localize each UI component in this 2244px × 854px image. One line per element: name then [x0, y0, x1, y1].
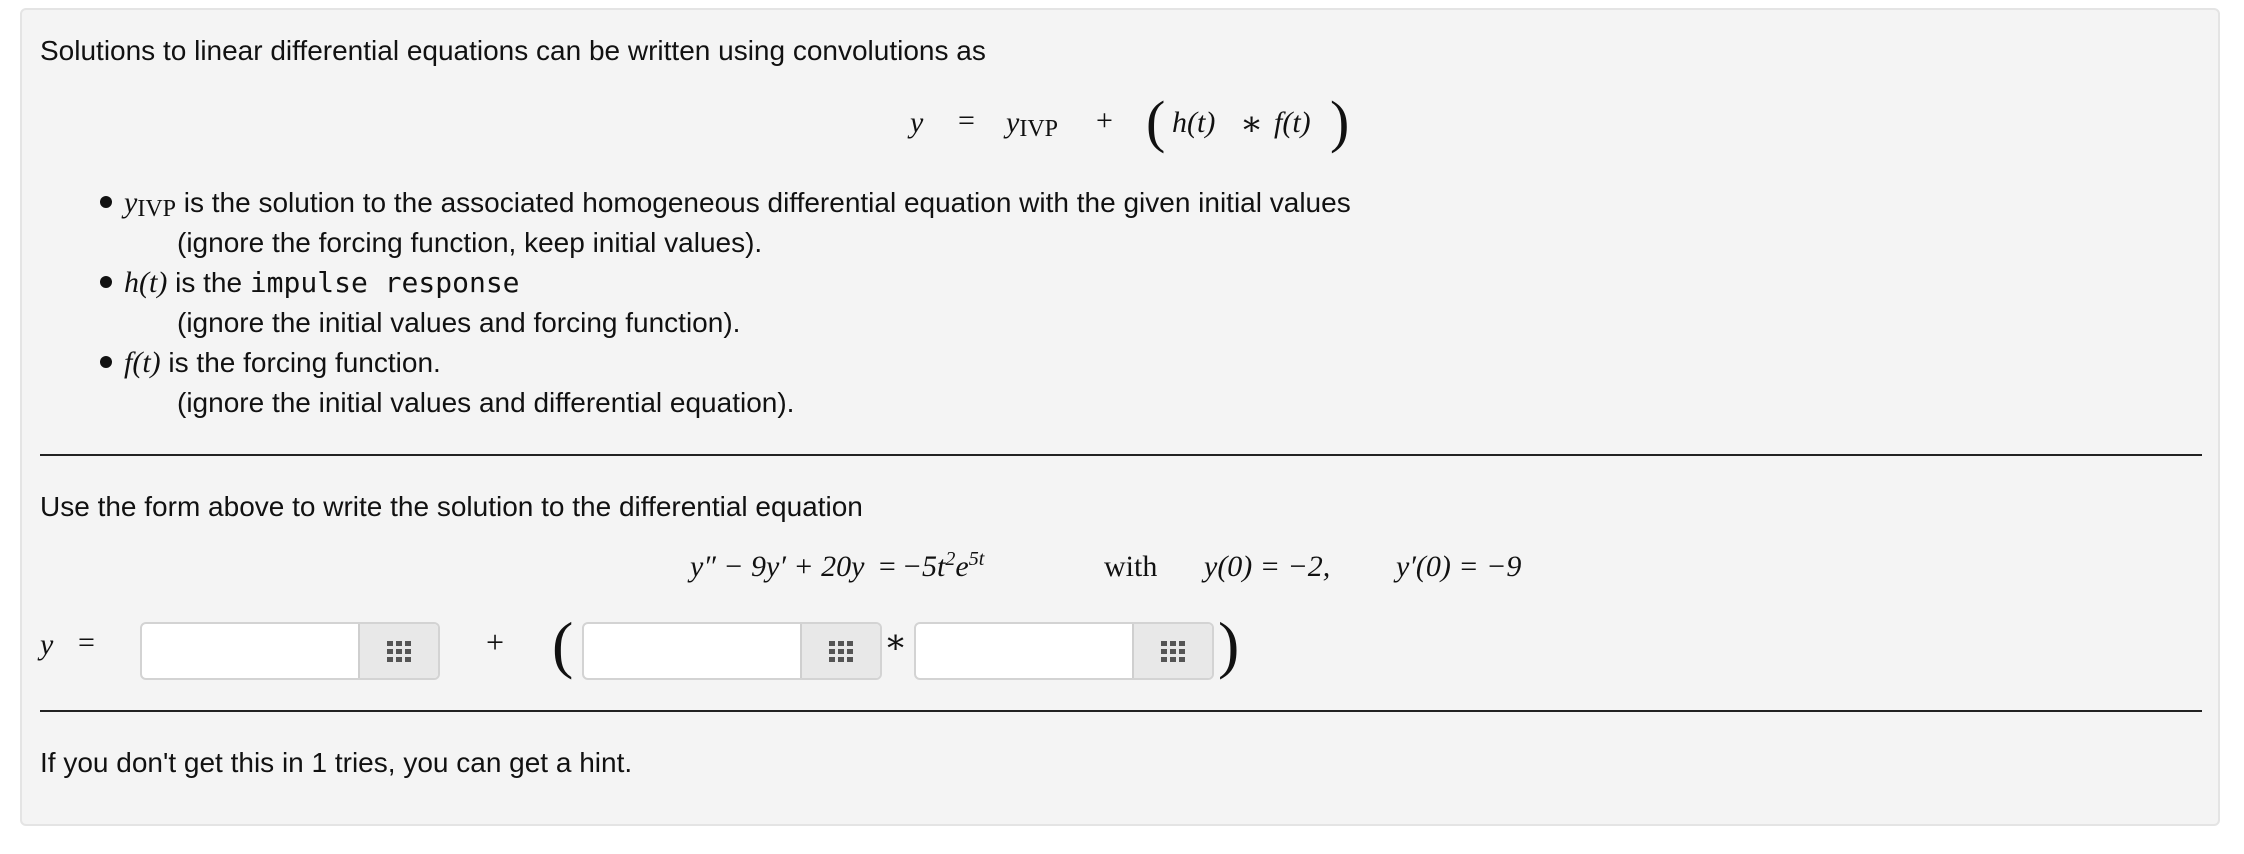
- answer-impulse-box: [582, 622, 882, 680]
- formula-f: f(t): [1274, 106, 1311, 139]
- answer-forcing-box: [914, 622, 1214, 680]
- answer-impulse-input[interactable]: [584, 624, 802, 678]
- answer-forcing-input[interactable]: [916, 624, 1134, 678]
- bullet-yivp: yIVP is the solution to the associated homogeneous differential equation with the given initial values: [100, 186, 1351, 222]
- ode-lhs: y″ − 9y′ + 20y: [690, 550, 865, 583]
- formula-star: ∗: [1240, 106, 1264, 143]
- initial-condition-1: y(0) = −2,: [1204, 550, 1331, 583]
- bullet-dot: [100, 356, 112, 368]
- math-palette-button[interactable]: [358, 624, 438, 678]
- formula-left-paren: (: [1146, 89, 1166, 154]
- bullet-impulse-note: (ignore the initial values and forcing function).: [177, 307, 741, 338]
- formula-equals: =: [958, 104, 975, 137]
- intro-text: Solutions to linear differential equations can be written using convolutions as: [40, 35, 986, 66]
- formula-y: y: [910, 106, 924, 139]
- answer-plus: +: [486, 624, 505, 660]
- divider: [40, 454, 2202, 456]
- hint-text: If you don't get this in 1 tries, you can get a hint.: [40, 747, 633, 778]
- answer-left-paren: (: [552, 609, 574, 680]
- answer-equals: =: [78, 626, 95, 659]
- math-palette-button[interactable]: [1132, 624, 1212, 678]
- answer-star: ∗: [884, 624, 908, 661]
- problem-text: Use the form above to write the solution to the differential equation: [40, 491, 863, 522]
- answer-yivp-input[interactable]: [142, 624, 360, 678]
- ode-rhs: $-5t^2e^{5t}$: [901, 548, 985, 583]
- bullet-yivp-note: (ignore the forcing function, keep initial values).: [177, 227, 763, 258]
- bullet-impulse: h(t) is the impulse response: [100, 266, 520, 300]
- formula-h: h(t): [1172, 106, 1216, 139]
- answer-y: y: [40, 628, 54, 661]
- initial-condition-2: y′(0) = −9: [1396, 550, 1522, 583]
- divider: [40, 710, 2202, 712]
- problem-panel: [20, 8, 2220, 826]
- answer-yivp-box: [140, 622, 440, 680]
- with-label: with: [1104, 550, 1158, 583]
- formula-plus: +: [1096, 104, 1113, 137]
- bullet-dot: [100, 276, 112, 288]
- formula-right-paren: ): [1330, 89, 1350, 154]
- formula-yivp: yIVP: [1006, 106, 1058, 142]
- bullet-dot: [100, 196, 112, 208]
- math-palette-button[interactable]: [800, 624, 880, 678]
- grid-icon: [1161, 641, 1185, 663]
- grid-icon: [387, 641, 411, 663]
- grid-icon: [829, 641, 853, 663]
- bullet-forcing: f(t) is the forcing function.: [100, 346, 441, 380]
- ode-equals: =: [878, 550, 896, 583]
- differential-equation: [690, 548, 984, 598]
- bullet-forcing-note: (ignore the initial values and differential equation).: [177, 387, 795, 418]
- answer-right-paren: ): [1218, 609, 1240, 680]
